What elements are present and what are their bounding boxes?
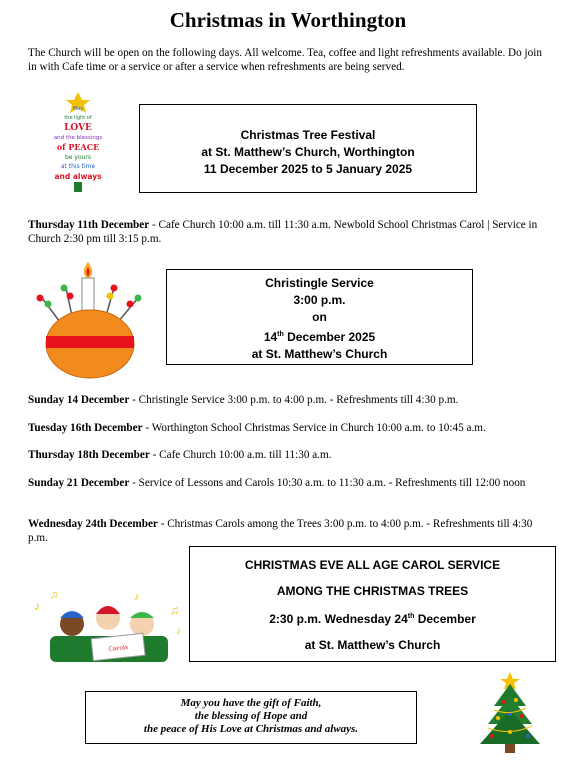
christmas-eve-box: [189, 546, 556, 662]
word-tree-line: and always: [54, 172, 102, 181]
eve-subtitle: AMONG THE CHRISTMAS TREES: [276, 583, 469, 598]
event-day: Thursday 18th December: [28, 449, 150, 461]
eve-title: CHRISTMAS EVE ALL AGE CAROL SERVICE: [244, 558, 501, 572]
event-day: Tuesday 16th December: [28, 422, 143, 434]
event-day: Thursday 11th December: [28, 219, 150, 231]
blessing-line: May you have the gift of Faith,: [180, 697, 322, 709]
music-note-icon: ♪: [34, 599, 40, 613]
event-text: Service of Lessons and Carols 10:30 a.m. to 11:30 a.m. - Refreshments till 12:00 noon: [138, 477, 526, 489]
event-day: Wednesday 24th December: [28, 518, 158, 530]
event-text: Worthington School Christmas Service in Church 10:00 a.m. to 10:45 a.m.: [151, 422, 486, 434]
word-tree-line: at this time: [60, 163, 96, 170]
word-tree-line: and the blessings: [53, 135, 103, 141]
blessing-line: the peace of His Love at Christmas and always.: [143, 723, 359, 735]
festival-dates: 11 December 2025 to 5 January 2025: [203, 162, 413, 176]
event-sep: -: [142, 422, 152, 434]
festival-box: [139, 104, 477, 193]
event-sep: -: [149, 449, 160, 461]
eve-time: [190, 604, 555, 633]
music-note-icon: ♪: [176, 626, 181, 637]
eve-time-a: 2:30 p.m. Wednesday 24: [269, 612, 408, 626]
date-day: 14: [263, 330, 278, 344]
blessing-box: [85, 691, 417, 744]
festival-title: Christmas Tree Festival: [240, 128, 376, 142]
event-sep: -: [149, 219, 159, 231]
event-text: Christmas Carols among the Trees 3:00 p.m. to 4:00 p.m. - Refreshments till 4:30 p.m.: [28, 518, 533, 544]
festival-location: at St. Matthew’s Church, Worthington: [201, 145, 415, 159]
eve-location: at St. Matthew’s Church: [304, 637, 441, 652]
music-note-icon: ♪: [134, 591, 140, 603]
event-thursday-18: [28, 448, 548, 462]
word-tree-image: [38, 86, 118, 196]
christingle-orange-image: [30, 258, 150, 380]
blessing-line: the blessing of Hope and: [194, 710, 308, 722]
event-day: Sunday 14 December: [28, 394, 130, 406]
event-sep: -: [157, 518, 168, 530]
music-note-icon: ♫: [50, 589, 59, 601]
eve-time-suffix: th: [407, 613, 415, 620]
word-tree-line: the light of: [64, 115, 92, 121]
carol-singers-image: [30, 588, 188, 663]
event-sunday-14: [28, 393, 548, 407]
christingle-on: on: [312, 310, 327, 324]
page-title: Christmas in Worthington: [169, 8, 407, 32]
event-text: Cafe Church 10:00 a.m. till 11:30 a.m. Newbold School Christmas Carol | Service in Church 2:30 pm till 3:15 p.m.: [28, 219, 538, 245]
event-sep: -: [129, 477, 139, 489]
event-wednesday-24: [28, 517, 548, 545]
date-rest: December 2025: [283, 330, 376, 344]
event-sep: -: [129, 394, 139, 406]
carol-sheet-label: Carols: [108, 643, 129, 653]
eve-time-b: December: [414, 612, 476, 626]
music-note-icon: ♫: [170, 603, 179, 617]
word-tree-line: LOVE: [64, 123, 92, 133]
event-day: Sunday 21 December: [28, 477, 130, 489]
word-tree-line: be yours: [64, 154, 92, 161]
event-sunday-21: [28, 476, 548, 490]
word-tree-line: of PEACE: [56, 142, 100, 152]
event-text: Christingle Service 3:00 p.m. to 4:00 p.m. - Refreshments till 4:30 p.m.: [138, 394, 459, 406]
christingle-date: [167, 326, 472, 346]
christingle-time: 3:00 p.m.: [293, 293, 346, 307]
christingle-box: [166, 269, 473, 365]
christingle-location: at St. Matthew’s Church: [251, 347, 388, 361]
word-tree-line: May: [72, 106, 84, 112]
intro-paragraph: The Church will be open on the following days. All welcome. Tea, coffee and light refreshments available. Do join in with Cafe time or a service or after a service when refreshments are being served.: [28, 47, 542, 73]
christingle-title: Christingle Service: [265, 276, 374, 290]
christmas-tree-image: [470, 670, 550, 755]
date-suffix: th: [277, 331, 284, 338]
event-tuesday-16: [28, 421, 548, 435]
event-thursday-11: [28, 218, 548, 246]
event-text: Cafe Church 10:00 a.m. till 11:30 a.m.: [159, 449, 332, 461]
